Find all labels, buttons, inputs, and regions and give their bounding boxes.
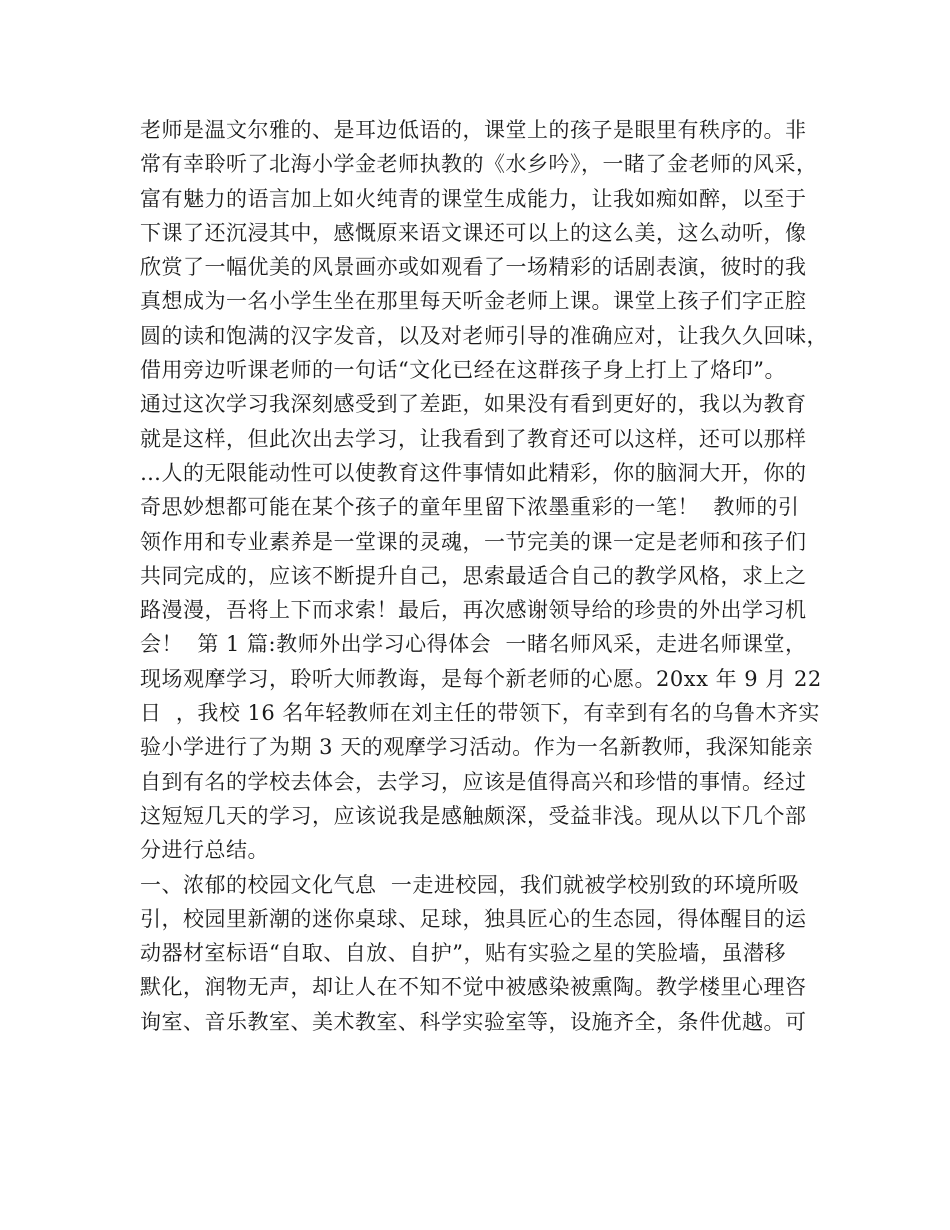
text-line: 欣赏了一幅优美的风景画亦或如观看了一场精彩的话剧表演，彼时的我 — [140, 255, 807, 280]
text-line: 路漫漫，吾将上下而求索！最后，再次感谢领导给的珍贵的外出学习机 — [140, 598, 807, 623]
text-line: 共同完成的，应该不断提升自己，思索最适合自己的教学风格，求上之 — [140, 563, 807, 588]
text-line: 分进行总结。 — [140, 838, 269, 863]
text-line: 会！ 第 1 篇:教师外出学习心得体会 一睹名师风采，走进名师课堂， — [140, 632, 807, 657]
text-line: 询室、音乐教室、美术教室、科学实验室等，设施齐全，条件优越。可 — [140, 1009, 807, 1034]
text-line: 下课了还沉浸其中，感慨原来语文课还可以上的这么美，这么动听，像 — [140, 220, 807, 245]
text-line: 常有幸聆听了北海小学金老师执教的《水乡吟》，一睹了金老师的风采， — [140, 152, 818, 177]
body-text — [140, 113, 830, 1039]
text-line: 借用旁边听课老师的一句话“文化已经在这群孩子身上打上了烙印”。 — [140, 358, 786, 383]
text-line: 通过这次学习我深刻感受到了差距，如果没有看到更好的，我以为教育 — [140, 392, 807, 417]
text-line: 圆的读和饱满的汉字发音，以及对老师引导的准确应对，让我久久回味， — [140, 323, 828, 348]
text-line: 日 ，我校 16 名年轻教师在刘主任的带领下，有幸到有名的乌鲁木齐实 — [140, 701, 820, 726]
text-line: 默化，润物无声，却让人在不知不觉中被感染被熏陶。教学楼里心理咨 — [140, 975, 807, 1000]
text-line: …人的无限能动性可以使教育这件事情如此精彩，你的脑洞大开，你的 — [140, 460, 807, 485]
text-line: 富有魅力的语言加上如火纯青的课堂生成能力，让我如痴如醉，以至于 — [140, 186, 807, 211]
text-line: 老师是温文尔雅的、是耳边低语的，课堂上的孩子是眼里有秩序的。非 — [140, 118, 807, 142]
text-line: 就是这样，但此次出去学习，让我看到了教育还可以这样，还可以那样 — [140, 426, 807, 451]
text-line: 自到有名的学校去体会，去学习，应该是值得高兴和珍惜的事情。经过 — [140, 769, 807, 794]
text-line: 验小学进行了为期 3 天的观摩学习活动。作为一名新教师，我深知能亲 — [140, 735, 814, 760]
text-line: 一、浓郁的校园文化气息 一走进校园，我们就被学校别致的环境所吸 — [140, 872, 800, 897]
text-line: 真想成为一名小学生坐在那里每天听金老师上课。课堂上孩子们字正腔 — [140, 289, 807, 314]
text-line: 这短短几天的学习，应该说我是感触颇深，受益非浅。现从以下几个部 — [140, 803, 807, 828]
text-line: 领作用和专业素养是一堂课的灵魂，一节完美的课一定是老师和孩子们 — [140, 529, 807, 554]
text-line: 现场观摩学习，聆听大师教诲，是每个新老师的心愿。20xx 年 9 月 22 — [140, 666, 822, 691]
text-line: 奇思妙想都可能在某个孩子的童年里留下浓墨重彩的一笔！ 教师的引 — [140, 495, 800, 520]
text-line: 引，校园里新潮的迷你桌球、足球，独具匠心的生态园，得体醒目的运 — [140, 906, 807, 931]
text-line: 动器材室标语“自取、自放、自护”，贴有实验之星的笑脸墙，虽潜移 — [140, 941, 786, 966]
